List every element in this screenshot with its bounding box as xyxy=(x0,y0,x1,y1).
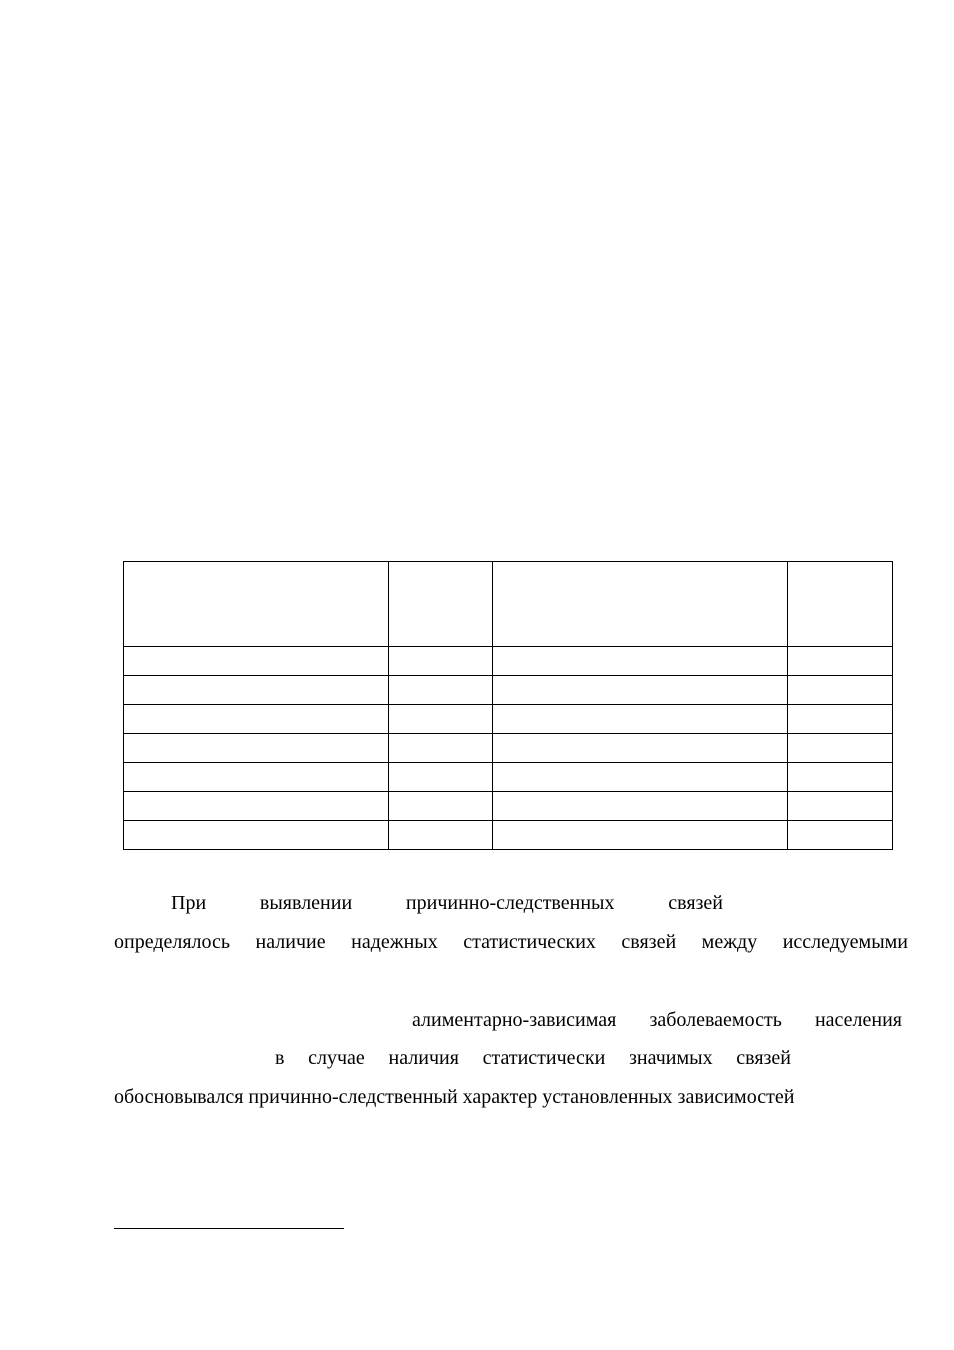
table-cell xyxy=(389,734,493,763)
table-row xyxy=(124,792,893,821)
table-cell xyxy=(787,676,892,705)
table-cell xyxy=(787,821,892,850)
table-cell xyxy=(493,562,787,647)
table-cell xyxy=(787,647,892,676)
paragraph-line-5: обосновывался причинно-следственный характер установленных зависимостей xyxy=(114,1086,795,1108)
table-cell xyxy=(389,792,493,821)
table-cell xyxy=(787,734,892,763)
table-cell xyxy=(493,705,787,734)
table-cell xyxy=(389,705,493,734)
table-cell xyxy=(787,792,892,821)
table-cell xyxy=(389,676,493,705)
table-cell xyxy=(389,821,493,850)
table-cell xyxy=(124,562,389,647)
table-body xyxy=(124,562,893,850)
table-header-row xyxy=(124,562,893,647)
table-row xyxy=(124,676,893,705)
table-row xyxy=(124,734,893,763)
paragraph-line-1: При выявлении причинно-следственных связей xyxy=(171,892,723,914)
table-cell xyxy=(493,734,787,763)
table-row xyxy=(124,705,893,734)
table-cell xyxy=(493,792,787,821)
table-cell xyxy=(493,821,787,850)
paragraph-line-3: алиментарно-зависимая заболеваемость населения xyxy=(412,1009,902,1031)
table-cell xyxy=(124,647,389,676)
table-cell xyxy=(124,821,389,850)
table-cell xyxy=(787,705,892,734)
data-table xyxy=(123,561,893,850)
table-cell xyxy=(389,763,493,792)
table-row xyxy=(124,647,893,676)
table-cell xyxy=(787,562,892,647)
table-cell xyxy=(493,647,787,676)
table-cell xyxy=(493,676,787,705)
paragraph-line-4: в случае наличия статистически значимых связей xyxy=(275,1047,791,1069)
table-cell xyxy=(124,734,389,763)
table-row xyxy=(124,821,893,850)
table-cell xyxy=(389,562,493,647)
paragraph-line-2: определялось наличие надежных статистических связей между исследуемыми xyxy=(114,931,908,953)
footnote-separator xyxy=(114,1228,344,1229)
table-cell xyxy=(124,792,389,821)
table-cell xyxy=(493,763,787,792)
table-cell xyxy=(124,705,389,734)
table-cell xyxy=(124,763,389,792)
table-cell xyxy=(389,647,493,676)
table-cell xyxy=(787,763,892,792)
table-row xyxy=(124,763,893,792)
table-cell xyxy=(124,676,389,705)
